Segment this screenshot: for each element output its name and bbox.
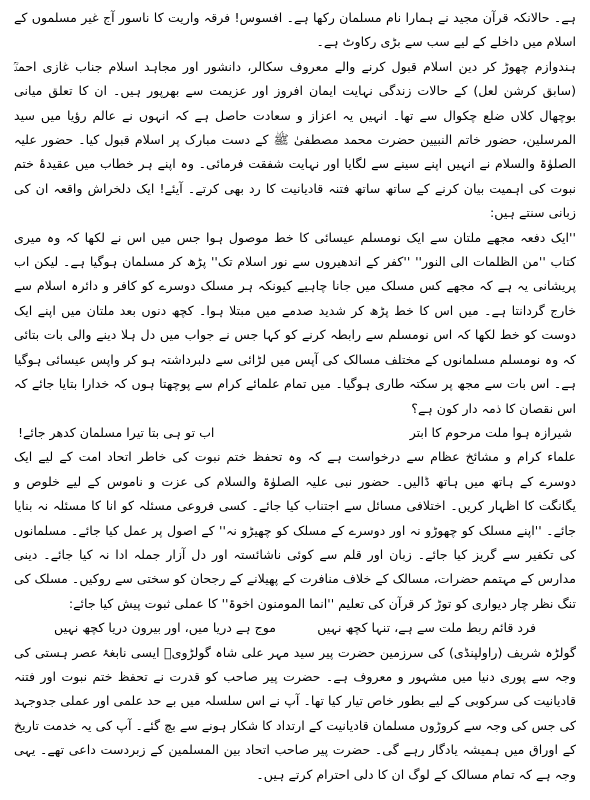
verse-couplet-1 xyxy=(14,421,576,445)
verse-2-first-line: فرد قائم ربط ملت سے ہے، تنہا کچھ نہیں xyxy=(317,620,536,636)
paragraph-quote: ''ایک دفعہ مجھے ملتان سے ایک نومسلم عیسائی کا خط موصول ہوا جس میں اس نے لکھا کہ وہ میری کتاب ''من الظلمات الی النور'' ''کفر کے اندھیروں سے نور اسلام تک'' پڑھ کر مسلمان ہوگیا ہے۔ لیکن اب پریشانی یہ ہے کہ مجھے کس مسلک میں جانا چاہیے کیونکہ ہر مسلک دوسرے کو کافر و دائرہ اسلام سے خارج گردانتا ہے۔ میں اس کا خط پڑھ کر شدید صدمے میں مبتلا ہوا۔ کچھ دنوں بعد ملتان میں اپنے ایک دوست کو خط لکھا کہ اس نومسلم سے رابطہ کرنے کو کہا جس نے جواب میں دل ہلا دینے والی بات بتائی کہ وہ نومسلم مسلمانوں کے مختلف مسالک کی آپس میں لڑائی سے دلبرداشتہ ہو کر واپس عیسائی ہوگیا ہے۔ اس بات سے مجھ پر سکتہ طاری ہوگیا۔ میں تمام علمائے کرام سے پوچھتا ہوں کہ خدارا بتایا جائے کہ اس نقصان کا ذمہ دار کون ہے؟ xyxy=(14,229,576,416)
verse-1-second-line: اب تو ہی بتا تیرا مسلمان کدھر جائے! xyxy=(18,424,215,440)
verse-couplet-2 xyxy=(14,616,576,640)
paragraph-intro: ہے۔ حالانکہ قرآن مجید نے ہمارا نام مسلمان رکھا ہے۔ افسوس! فرقہ واریت کا ناسور آج غیر مسلموں کے اسلام میں داخلے کے لیے سب سے بڑی رکاوٹ ہے۔ xyxy=(14,10,576,50)
verse-1-first-line: شیرازہ ہوا ملت مرحوم کا ابتر xyxy=(409,424,572,440)
paragraph-golra-sharif: گولڑہ شریف (راولپنڈی) کی سرزمین حضرت پیر سید مہر علی شاہ گولڑویؒ ایسی نابغۂ عصر ہستی کی وجہ سے پوری دنیا میں مشہور و معروف ہے۔ حضرت پیر صاحب کو قدرت نے تحفظ ختم نبوت اور فتنہ قادیانیت کی سرکوبی کے لیے بطور خاص تیار کیا تھا۔ آپ نے اس سلسلہ میں بے حد علمی اور عملی جدوجہد کی جس کی وجہ سے کروڑوں مسلمان قادیانیت کے ارتداد کا شکار ہونے سے بچ گئے۔ آپ کی یہ خدمت تاریخ کے اوراق میں ہمیشہ یادگار رہے گی۔ حضرت پیر صاحب اتحاد بین المسلمین کے زبردست داعی تھے۔ یہی وجہ ہے کہ تمام مسالک کے لوگ ان کا دلی احترام کرتے ہیں۔ xyxy=(14,644,576,782)
paragraph-appeal: علماء کرام و مشائخ عظام سے درخواست ہے کہ وہ تحفظ ختم نبوت کی خاطر اتحاد امت کے لیے ایک دوسرے کے ہاتھ میں ہاتھ ڈالیں۔ حضور نبی علیہ الصلوٰۃ والسلام کی عزت و ناموس کے لیے خلوص و یگانگت کا اظہار کریں۔ اختلافی مسائل سے اجتناب کیا جائے۔ کسی فروعی مسئلہ کو انا کا مسئلہ نہ بنایا جائے۔ ''اپنے مسلک کو چھوڑو نہ اور دوسرے کے مسلک کو چھیڑو نہ'' کے اصول پر عمل کیا جائے۔ مسلمانوں کی تکفیر سے گریز کیا جائے۔ زبان اور قلم سے کوئی ناشائستہ اور دل آزار جملہ ادا نہ کیا جائے۔ دینی مدارس کے مہتمم حضرات، مسالک کے خلاف منافرت کے پھیلانے کے رجحان کو سختی سے روکیں۔ مسلک کی تنگ نظر چار دیواری کو توڑ کر قرآن کی تعلیم ''انما المومنون اخوۃ'' کا عملی ثبوت پیش کیا جائے: xyxy=(14,449,576,611)
paragraph-ghazi-ahmad: ہندوازم چھوڑ کر دین اسلام قبول کرنے والے معروف سکالر، دانشور اور مجاہد اسلام جناب غازی احمدؒ (سابق کرشن لعل) کے حالات زندگی نہایت ایمان افروز اور عزیمت سے بھرپور ہیں۔ ان کا تعلق میانی بوچھال کلاں ضلع چکوال سے تھا۔ انہیں یہ اعزاز و سعادت حاصل ہے کہ انہوں نے عالم رؤیا میں سید المرسلین، حضور خاتم النبیین حضرت محمد مصطفیٰ ﷺ کے دست مبارک پر اسلام قبول کیا۔ حضور علیہ الصلوٰۃ والسلام نے انہیں اپنے سینے سے لگایا اور نہایت شفقت فرمائی۔ وہ اپنے ہر خطاب میں عقیدۂ ختم نبوت کی اہمیت بیان کرنے کے ساتھ ساتھ فتنہ قادیانیت کا رد بھی کرتے۔ آیئے! ایک دلخراش واقعہ ان کی زبانی سنتے ہیں: xyxy=(14,58,576,221)
verse-2-second-line: موج ہے دریا میں، اور بیرون دریا کچھ نہیں xyxy=(54,620,277,636)
